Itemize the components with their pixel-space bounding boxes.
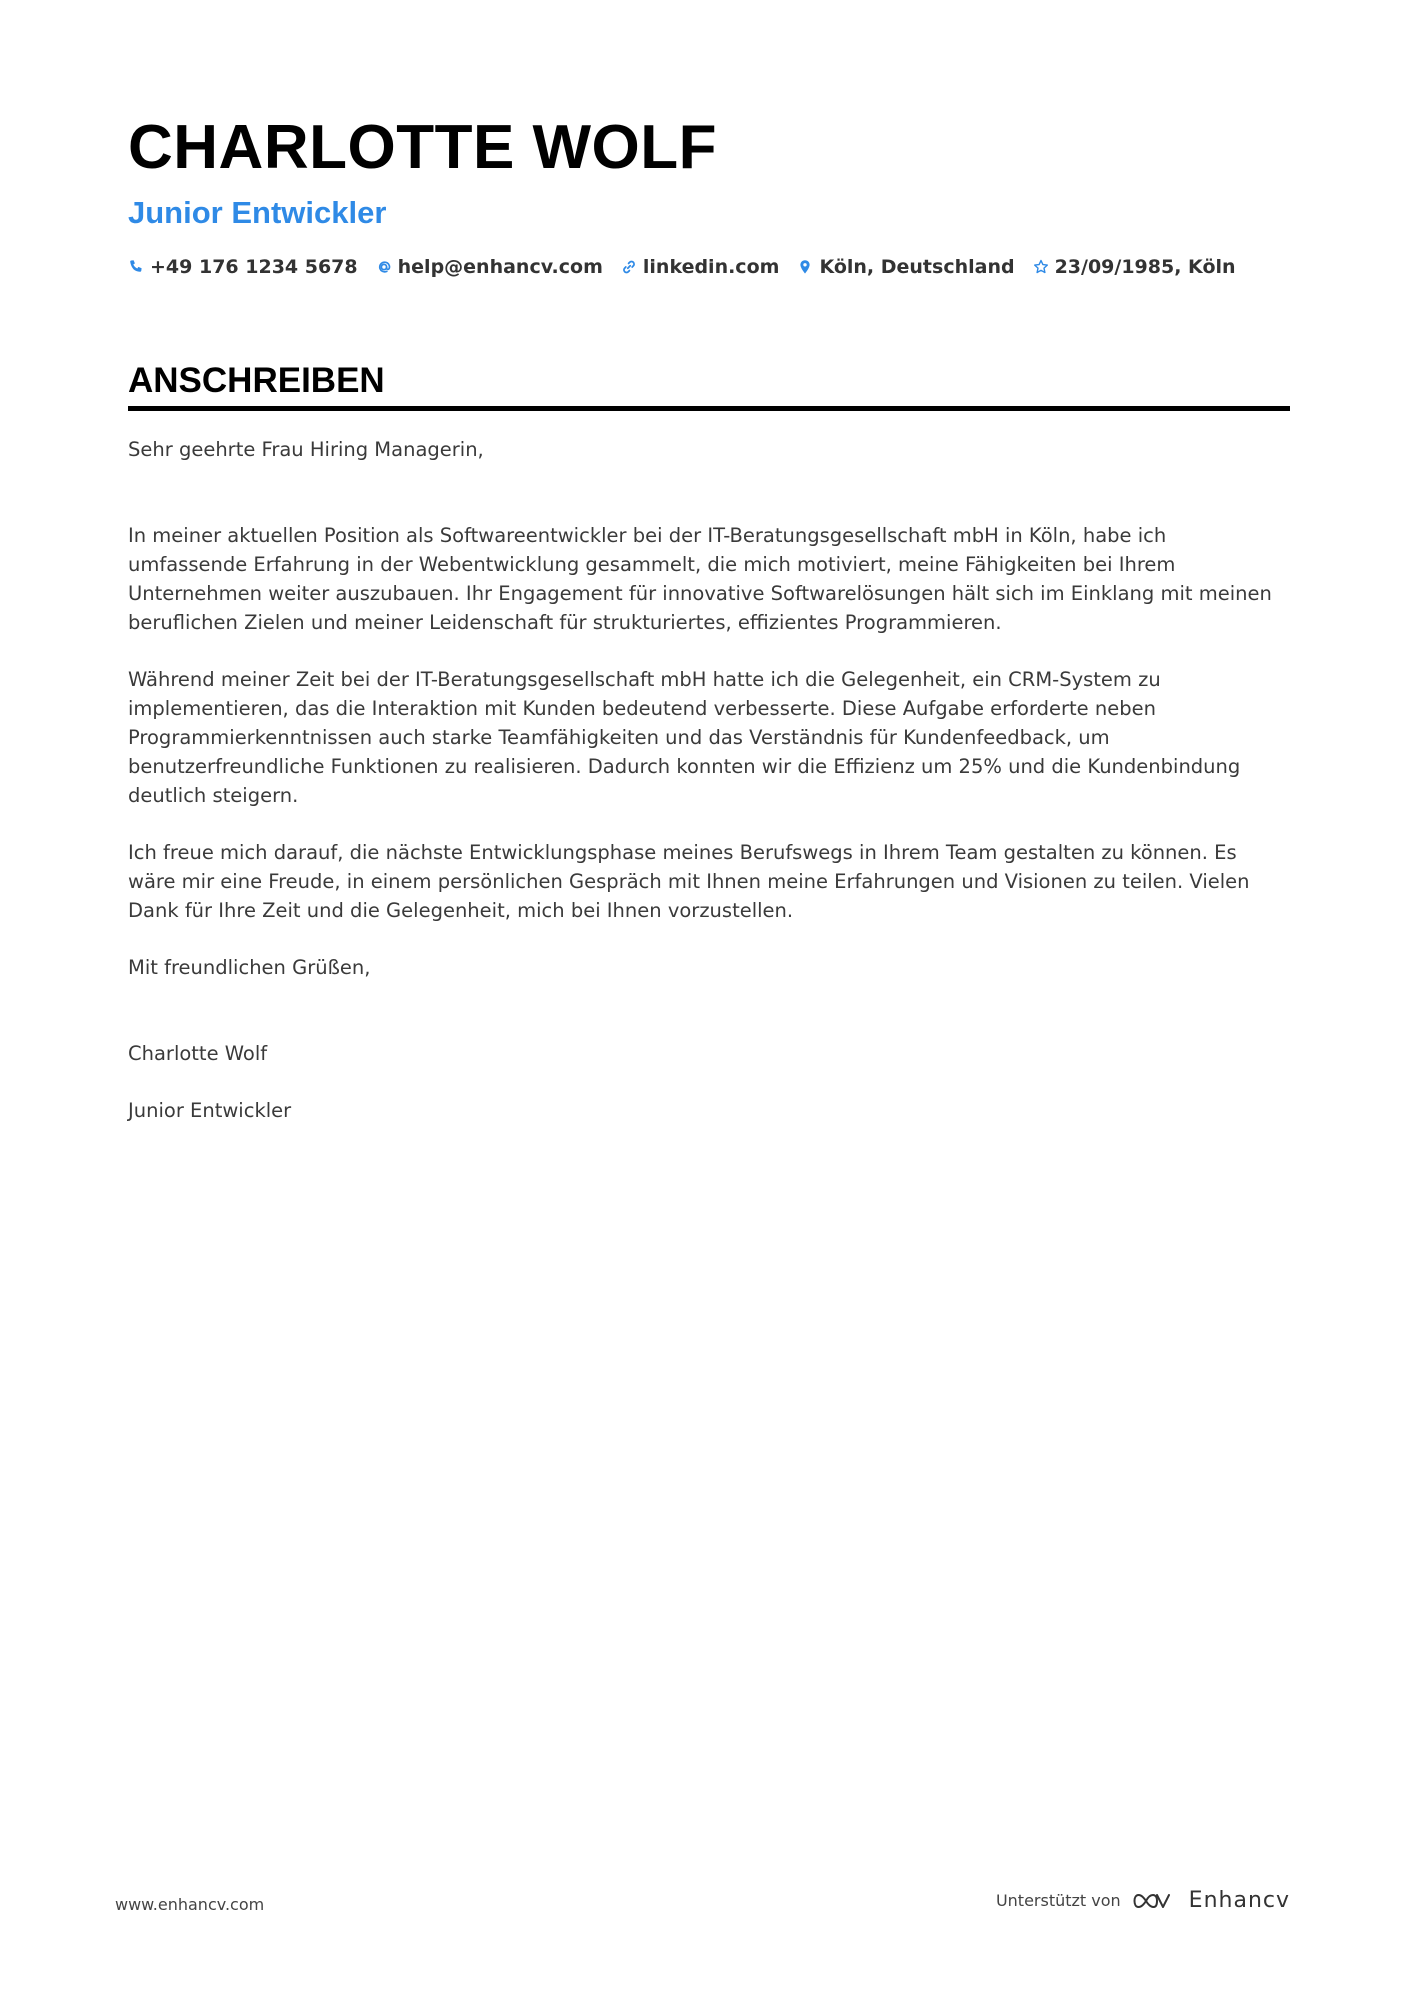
- letter-paragraph: Ich freue mich darauf, die nächste Entwicklungsphase meines Berufswegs in Ihrem Team gestalten zu können. Es wäre mir eine Freude, in einem persönlichen Gespräch mit Ihnen meine Erfahrungen und Visionen zu teilen. Vielen Dank für Ihre Zeit und die Gelegenheit, mich bei Ihnen vorzustellen.: [128, 841, 1250, 922]
- contact-email[interactable]: [376, 256, 603, 278]
- signature-name: Charlotte Wolf: [128, 1042, 268, 1065]
- section-divider: [128, 406, 1290, 411]
- letter-body: [128, 435, 1290, 1125]
- contact-location-text: Köln, Deutschland: [819, 256, 1015, 278]
- signature-role: Junior Entwickler: [128, 1099, 292, 1122]
- section-title: ANSCHREIBEN: [128, 361, 385, 400]
- link-icon: [621, 259, 637, 275]
- contact-birth-text: 23/09/1985, Köln: [1054, 256, 1236, 278]
- powered-by-text: Unterstützt von: [995, 1891, 1121, 1910]
- contact-birth: [1033, 256, 1236, 278]
- candidate-role: Junior Entwickler: [128, 195, 387, 230]
- star-icon: [1033, 259, 1049, 275]
- contact-phone-text: +49 176 1234 5678: [150, 256, 358, 278]
- letter-greeting: Sehr geehrte Frau Hiring Managerin,: [128, 438, 484, 461]
- at-icon: [376, 259, 392, 275]
- brand-name: Enhancv: [1188, 1888, 1290, 1913]
- letter-closing: Mit freundlichen Grüßen,: [128, 956, 371, 979]
- contact-linkedin-text: linkedin.com: [642, 256, 780, 278]
- cover-letter-page: [128, 112, 1290, 1125]
- location-pin-icon: [797, 259, 813, 275]
- enhancv-logo-icon: [1133, 1889, 1177, 1913]
- phone-icon: [128, 259, 144, 275]
- candidate-name: CHARLOTTE WOLF: [128, 113, 718, 182]
- footer-branding[interactable]: [996, 1888, 1290, 1913]
- footer-website[interactable]: www.enhancv.com: [115, 1895, 265, 1914]
- contact-phone: [128, 256, 358, 278]
- letter-paragraph: Während meiner Zeit bei der IT-Beratungsgesellschaft mbH hatte ich die Gelegenheit, ein CRM-System zu implementieren, das die Interaktion mit Kunden bedeutend verbesserte. Diese Aufgabe erforderte neben Programmierkenntnissen auch starke Teamfähigkeiten und das Verständnis für Kundenfeedback, um benutzerfreundliche Funktionen zu realisieren. Dadurch konnten wir die Effizienz um 25% und die Kundenbindung deutlich steigern.: [128, 668, 1241, 807]
- contact-location: [797, 256, 1014, 278]
- contact-bar: [128, 252, 1290, 282]
- contact-linkedin[interactable]: [621, 256, 780, 278]
- letter-paragraph: In meiner aktuellen Position als Softwareentwickler bei der IT-Beratungsgesellschaft mbH in Köln, habe ich umfassende Erfahrung in der Webentwicklung gesammelt, die mich motiviert, meine Fähigkeiten bei Ihrem Unternehmen weiter auszubauen. Ihr Engagement für innovative Softwarelösungen hält sich im Einklang mit meinen beruflichen Zielen und meiner Leidenschaft für strukturiertes, effizientes Programmieren.: [128, 524, 1272, 634]
- contact-email-text: help@enhancv.com: [397, 256, 603, 278]
